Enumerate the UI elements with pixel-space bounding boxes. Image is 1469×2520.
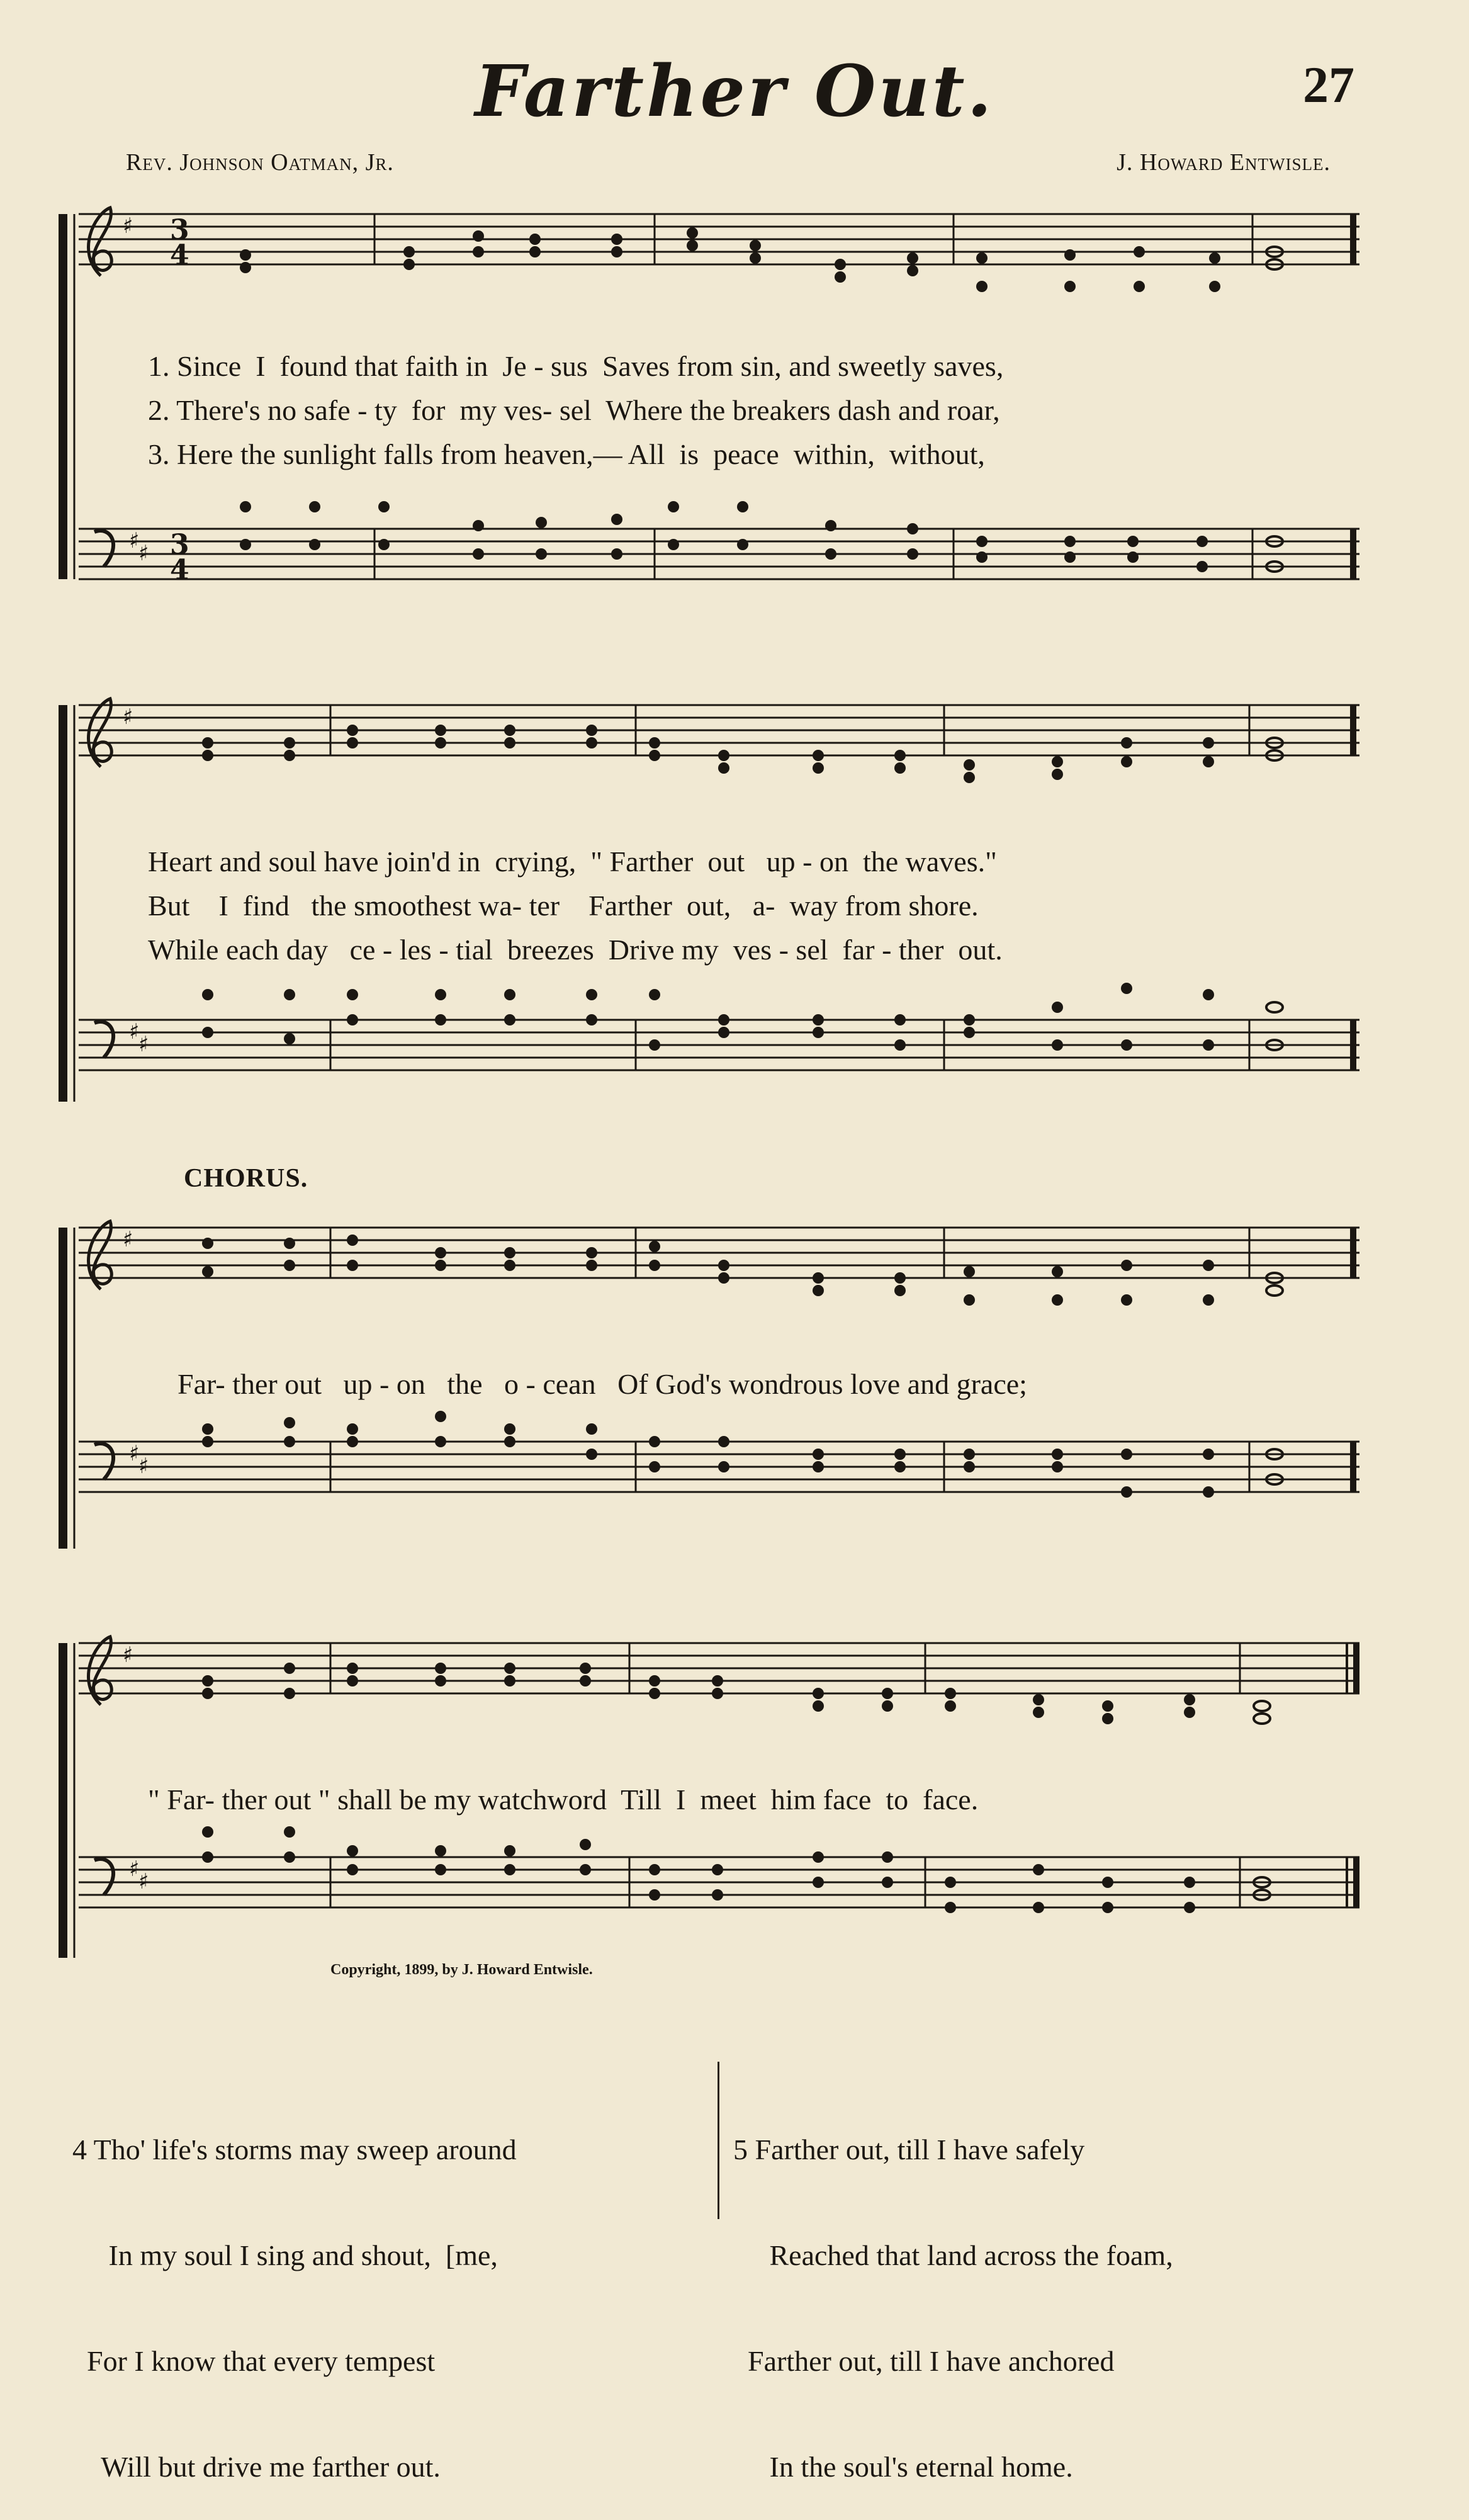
lyricist-credit: Rev. Johnson Oatman, Jr. <box>126 149 394 176</box>
system-2-verse-3: While each day ce - les - tial breezes Drive my ves - sel far - ther out. <box>148 934 1003 966</box>
system-1-verse-2: 2. There's no safe - ty for my ves- sel Where the breakers dash and roar, <box>148 394 1000 426</box>
svg-text:♯: ♯ <box>138 1032 149 1057</box>
svg-text:♯: ♯ <box>123 1227 133 1252</box>
stanza-5-line-3: Farther out, till I have anchored <box>733 2345 1115 2377</box>
stanza-divider <box>718 2062 719 2219</box>
svg-text:♯: ♯ <box>123 213 133 239</box>
page-number: 27 <box>1303 56 1354 113</box>
stanza-5-line-1: 5 Farther out, till I have safely <box>733 2133 1085 2166</box>
svg-text:♯: ♯ <box>138 1869 149 1894</box>
stanza-4-line-4: Will but drive me farther out. <box>72 2451 441 2483</box>
system-1-verse-3: 3. Here the sunlight falls from heaven,— All is peace within, without, <box>148 438 985 470</box>
system-3-music <box>0 1215 1469 1605</box>
svg-text:3: 3 <box>170 214 189 246</box>
composer-credit: J. Howard Entwisle. <box>1117 149 1331 176</box>
hymn-title: Farther Out. <box>475 50 994 133</box>
svg-text:♯: ♯ <box>129 1441 140 1466</box>
stanza-4 <box>72 2062 517 2520</box>
svg-text:♯: ♯ <box>123 704 133 730</box>
svg-text:♯: ♯ <box>123 1642 133 1668</box>
svg-text:4: 4 <box>170 554 189 586</box>
stanza-5-line-2: Reached that land across the foam, <box>733 2239 1173 2271</box>
system-2-verse-1: Heart and soul have join'd in crying, " Farther out up - on the waves." <box>148 845 997 878</box>
svg-text:3: 3 <box>170 529 189 561</box>
svg-text:♯: ♯ <box>129 1019 140 1044</box>
system-3-chorus-line: Far- ther out up - on the o - cean Of God's wondrous love and grace; <box>177 1368 1027 1400</box>
svg-text:♯: ♯ <box>129 528 140 553</box>
chorus-label: CHORUS. <box>184 1164 308 1193</box>
stanza-4-line-2: In my soul I sing and shout, [me, <box>72 2239 498 2271</box>
stanza-5-line-4: In the soul's eternal home. <box>733 2451 1073 2483</box>
svg-text:♯: ♯ <box>138 541 149 566</box>
system-2-verse-2: But I find the smoothest wa- ter Farther out, a- way from shore. <box>148 890 979 922</box>
svg-text:4: 4 <box>170 239 189 271</box>
system-1-verse-1: 1. Since I found that faith in Je - sus Saves from sin, and sweetly saves, <box>148 350 1004 382</box>
stanza-4-line-1: 4 Tho' life's storms may sweep around <box>72 2133 517 2166</box>
copyright-notice: Copyright, 1899, by J. Howard Entwisle. <box>330 1962 593 1978</box>
stanza-5 <box>733 2062 1173 2520</box>
stanza-4-line-3: For I know that every tempest <box>72 2345 436 2377</box>
svg-text:♯: ♯ <box>129 1856 140 1882</box>
svg-text:♯: ♯ <box>138 1454 149 1479</box>
system-4-chorus-line: " Far- ther out " shall be my watchword Till I meet him face to face. <box>148 1783 979 1816</box>
system-4-music <box>0 1630 1469 2021</box>
